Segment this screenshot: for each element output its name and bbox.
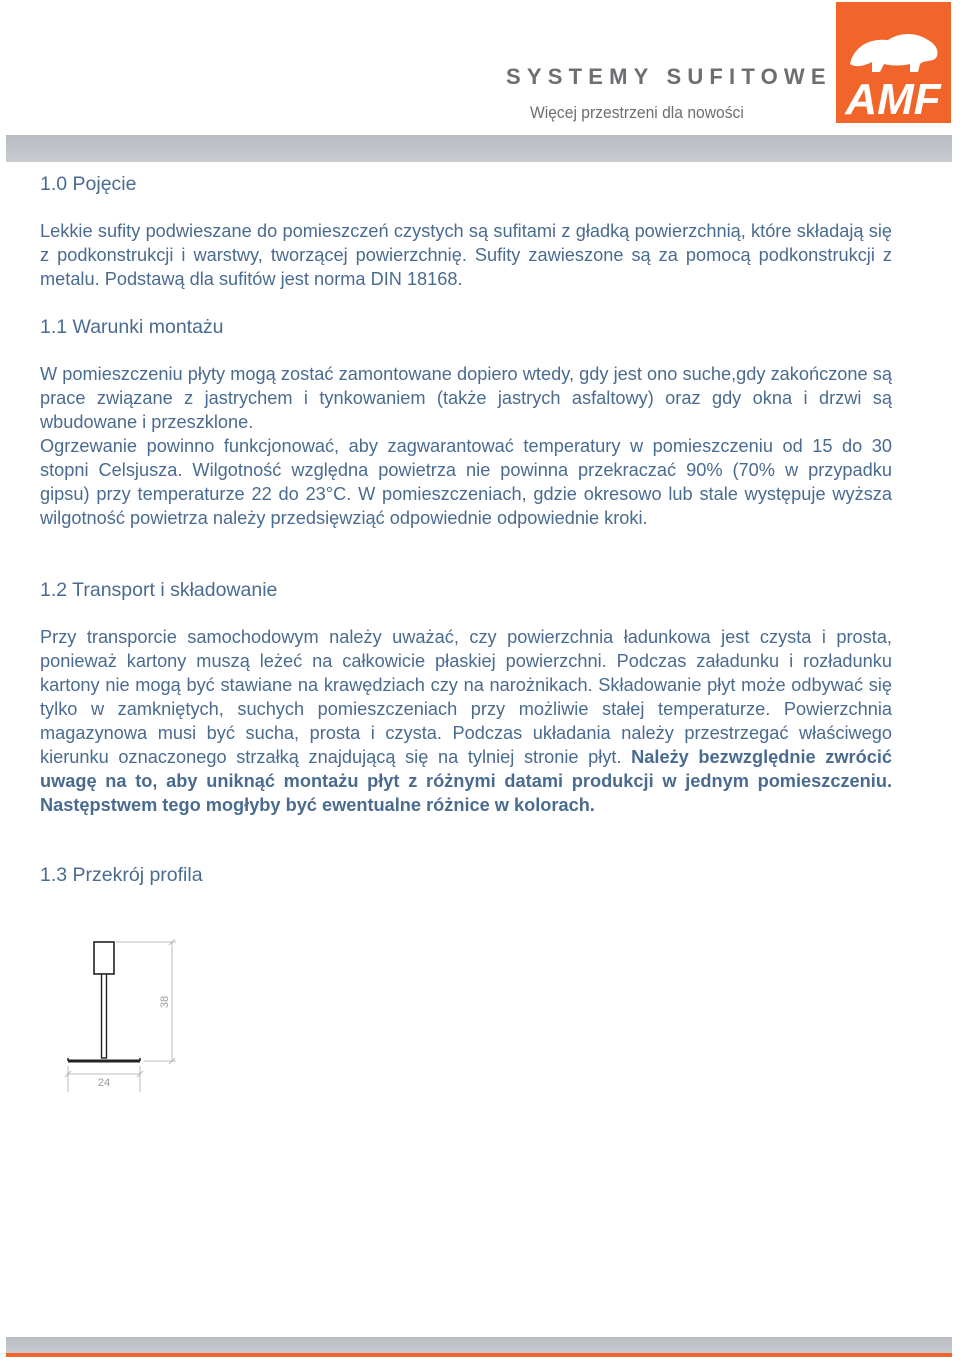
- section-title: 1.0 Pojęcie: [40, 173, 137, 195]
- section-title: 1.2 Transport i składowanie: [40, 579, 278, 601]
- profile-cross-section-diagram: [56, 930, 196, 1100]
- paragraph: Ogrzewanie powinno funkcjonować, aby zagwarantować temperatury w pomieszczeniu od 15 do 30 stopni Celsjusza. Wilgotność względna powietrza nie powinna przekraczać 90% (70% w przypadku gipsu) przy temperaturze 22 do 23°C. W pomieszczeniach, gdzie okresowo lub stale występuje wyższa wilgotność powietrza należy przedsięwziąć odpowiednie odpowiednie kroki.: [40, 436, 892, 528]
- section-1-1: [40, 315, 892, 339]
- section-1-2-body: [40, 625, 892, 817]
- paragraph: [40, 625, 892, 817]
- brand-slogan: Więcej przestrzeni dla nowości: [530, 103, 744, 122]
- bold-notice: Należy bezwzględnie zwrócić uwagę na to, aby uniknąć montażu płyt z różnymi datami produkcji w jednym pomieszczeniu. Następstwem tego mogłyby być ewentualne różnice w kolorach.: [40, 747, 892, 815]
- footer-bar: [6, 1337, 952, 1353]
- page-header: [0, 0, 960, 165]
- paragraph: W pomieszczeniu płyty mogą zostać zamontowane dopiero wtedy, gdy jest ono suche,gdy zakończone są prace związane z jastrychem i tynkowaniem (także jastrych asfaltowy) oraz gdy okna i drzwi są wbudowane i przeszklone.: [40, 364, 892, 432]
- logo-text: AMF: [845, 75, 941, 123]
- section-1-3: [40, 863, 892, 887]
- width-dimension-label: 24: [97, 1077, 111, 1089]
- header-bar: [6, 135, 952, 162]
- section-1-0-body: [40, 219, 892, 291]
- section-1-2: [40, 578, 892, 602]
- section-1-0: [40, 172, 892, 196]
- section-1-1-body: [40, 362, 892, 530]
- amf-logo: [836, 2, 951, 123]
- section-title: 1.3 Przekrój profila: [40, 864, 203, 886]
- section-title: 1.1 Warunki montażu: [40, 316, 224, 338]
- footer-accent-line: [6, 1353, 952, 1357]
- paragraph: Lekkie sufity podwieszane do pomieszczeń czystych są sufitami z gładką powierzchnią, które składają się z podkonstrukcji i warstwy, tworzącej powierzchnię. Sufity zawieszone są za pomocą podkonstrukcji z metalu. Podstawą dla sufitów jest norma DIN 18168.: [40, 221, 892, 289]
- paragraph-text: Przy transporcie samochodowym należy uważać, czy powierzchnia ładunkowa jest czysta i prosta, ponieważ kartony muszą leżeć na całkowicie płaskiej powierzchni. Podczas załadunku i rozładunku kartony nie mogą być stawiane na krawędziach czy na narożnikach. Składowanie płyt może odbywać się tylko w zamkniętych, suchych pomieszczeniach przy możliwie stałej temperaturze. Powierzchnia magazynowa musi być sucha, prosta i czysta. Podczas układania należy przestrzegać właściwego kierunku oznaczonego strzałką znajdującą się na tylniej stronie płyt.: [40, 627, 892, 767]
- brand-title: SYSTEMY SUFITOWE: [506, 64, 832, 89]
- height-dimension-label: 38: [159, 995, 171, 1009]
